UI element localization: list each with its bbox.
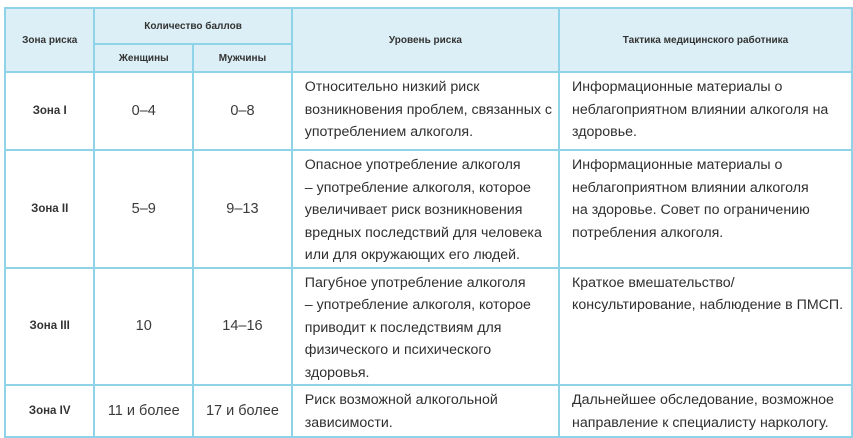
risk-zones-table (4, 7, 853, 438)
text-line: Дальнейшее обследование, возможное (572, 392, 834, 408)
men-score-cell: 17 и более (193, 385, 292, 437)
text-line: Риск возможной алкогольной (304, 392, 498, 408)
risk-level-cell (292, 72, 559, 150)
text-line: здоровье. (572, 124, 637, 140)
text-line: здоровья. (304, 364, 370, 381)
tactics-cell (559, 150, 852, 268)
header-points: Количество баллов (94, 8, 291, 44)
table-row (5, 72, 852, 150)
text-line: на здоровье. Совет по ограничению (572, 202, 810, 218)
text-line: Пагубное употребление алкоголя (304, 274, 526, 291)
women-score-cell: 5–9 (94, 150, 193, 268)
tactics-cell (559, 268, 852, 386)
text-line: потребления алкоголя. (572, 224, 724, 241)
text-line: Информационные материалы о (572, 157, 783, 173)
header-men: Мужчины (193, 44, 292, 72)
men-score-cell: 9–13 (193, 150, 292, 268)
risk-level-cell (292, 150, 559, 268)
women-score-cell: 0–4 (94, 72, 193, 150)
header-row (5, 8, 852, 44)
header-risk-level: Уровень риска (292, 8, 559, 72)
text-line: Относительно низкий риск (304, 79, 480, 95)
text-line: вредных последствий для человека (304, 224, 542, 241)
text-line: направление к специалисту наркологу. (572, 414, 829, 431)
women-score-cell: 10 (94, 268, 193, 386)
text-line: неблагоприятном влиянии алкоголя (572, 179, 809, 196)
text-line: Информационные материалы о (572, 79, 783, 95)
zone-cell: Зона I (5, 72, 94, 150)
table-row (5, 385, 852, 437)
zone-cell: Зона III (5, 268, 94, 386)
zone-cell: Зона II (5, 150, 94, 268)
header-tactics: Тактика медицинского работника (559, 8, 852, 72)
women-score-cell: 11 и более (94, 385, 193, 437)
text-line: или для окружающих его людей. (304, 247, 520, 263)
text-line: физического и психического (304, 342, 492, 358)
text-line: приводит к последствиям для (304, 319, 502, 336)
men-score-cell: 0–8 (193, 72, 292, 150)
risk-level-cell (292, 385, 559, 437)
text-line: Опасное употребление алкоголя (304, 157, 521, 173)
zone-cell: Зона IV (5, 385, 94, 437)
text-line: увеличивает риск возникновения (304, 202, 523, 218)
text-line: употреблением алкоголя. (304, 124, 474, 140)
text-line: Краткое вмешательство/ (572, 274, 735, 291)
text-line: – употребление алкоголя, которое (304, 297, 531, 313)
table-row (5, 150, 852, 268)
men-score-cell: 14–16 (193, 268, 292, 386)
text-line: – употребление алкоголя, которое (304, 179, 531, 196)
tactics-cell (559, 72, 852, 150)
text-line: зависимости. (304, 414, 393, 431)
text-line: консультирование, наблюдение в ПМСП. (572, 297, 844, 313)
risk-level-cell (292, 268, 559, 386)
tactics-cell (559, 385, 852, 437)
header-women: Женщины (94, 44, 193, 72)
text-line: возникновения проблем, связанных с (304, 101, 553, 118)
text-line: неблагоприятном влиянии алкоголя на (572, 101, 829, 118)
header-zone: Зона риска (5, 8, 94, 72)
table-row (5, 268, 852, 386)
